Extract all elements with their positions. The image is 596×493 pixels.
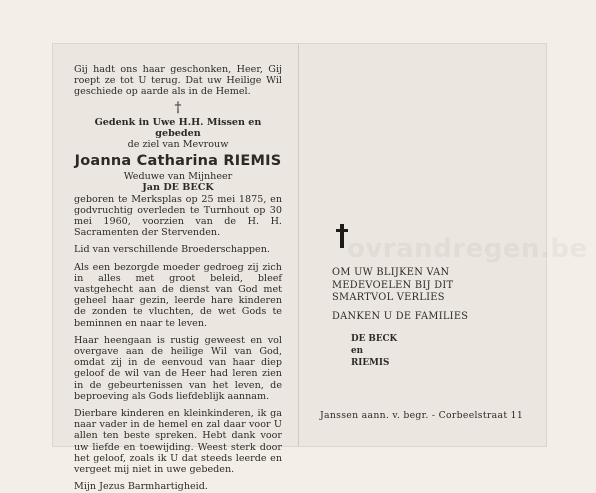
cross-icon: [336, 224, 348, 248]
card-fold-line: [298, 44, 299, 446]
paragraph-3: Dierbare kinderen en kleinkinderen, ik ga naar vader in de hemel en zal daar voor U allen ten beste spreken. Hebt dank voor uw liefde en toewijding. Weest sterk door het geloof, zoals ik U dat steeds leerde en vergeet mij niet in uwe gebeden.: [74, 408, 282, 476]
family-connector: en: [351, 346, 363, 356]
membership-line: Lid van verschillende Broederschappen.: [74, 244, 270, 256]
cross-icon: †: [174, 99, 182, 116]
weduwe-line: Weduwe van Mijnheer: [123, 171, 233, 183]
right-page: [307, 44, 588, 446]
closing-prayer: Mijn Jezus Barmhartigheid.: [74, 481, 208, 493]
left-page: [74, 64, 282, 493]
thanks-line: SMARTVOL VERLIES: [332, 292, 445, 303]
husband-name: Jan DE BECK: [142, 182, 214, 194]
danken-line: DANKEN U DE FAMILIES: [332, 311, 469, 322]
watermark: ovrandregen.be: [347, 234, 588, 264]
paragraph-1: Als een bezorgde moeder gedroeg zij zich in alles met groot beleid, bleef vastgehecht aan de dienst van God met geheel haar gezin, leerde hare kinderen de zonden te vluchten, de wet Gods te beminnen en naar te leven.: [74, 261, 282, 329]
thanks-text: [332, 267, 542, 305]
printer-credit: Janssen aann. v. begr. - Corbeelstraat 11: [320, 410, 524, 421]
thanks-line: MEDEVOELEN BIJ DIT: [332, 279, 454, 291]
paragraph-2: Haar heengaan is rustig geweest en vol overgave aan de heilige Wil van God, omdat zij in de eenvoud van haar diep geloof de wil van de Heer had leren zien in de gebeurtenissen van het leven, de beproeving als Gods liefdeblijk aannam.: [74, 334, 282, 402]
family-name-1: DE BECK: [351, 334, 398, 344]
birth-death-text: geboren te Merksplas op 25 mei 1875, en godvruchtig overleden te Turnhout op 30 mei 1960, voorzien van de H. H. Sacramenten der Stervenden.: [74, 193, 282, 239]
ziel-line: de ziel van Mevrouw: [127, 139, 229, 151]
deceased-name: Joanna Catharina RIEMIS: [74, 153, 282, 170]
gedenk-line: Gedenk in Uwe H.H. Missen en gebeden: [94, 116, 262, 139]
thanks-line: OM UW BLIJKEN VAN: [332, 267, 450, 278]
family-name-2: RIEMIS: [351, 358, 390, 368]
intro-text: Gij hadt ons haar geschonken, Heer, Gij roept ze tot U terug. Dat uw Heilige Wil geschiede op aarde als in de Hemel.: [74, 64, 282, 98]
